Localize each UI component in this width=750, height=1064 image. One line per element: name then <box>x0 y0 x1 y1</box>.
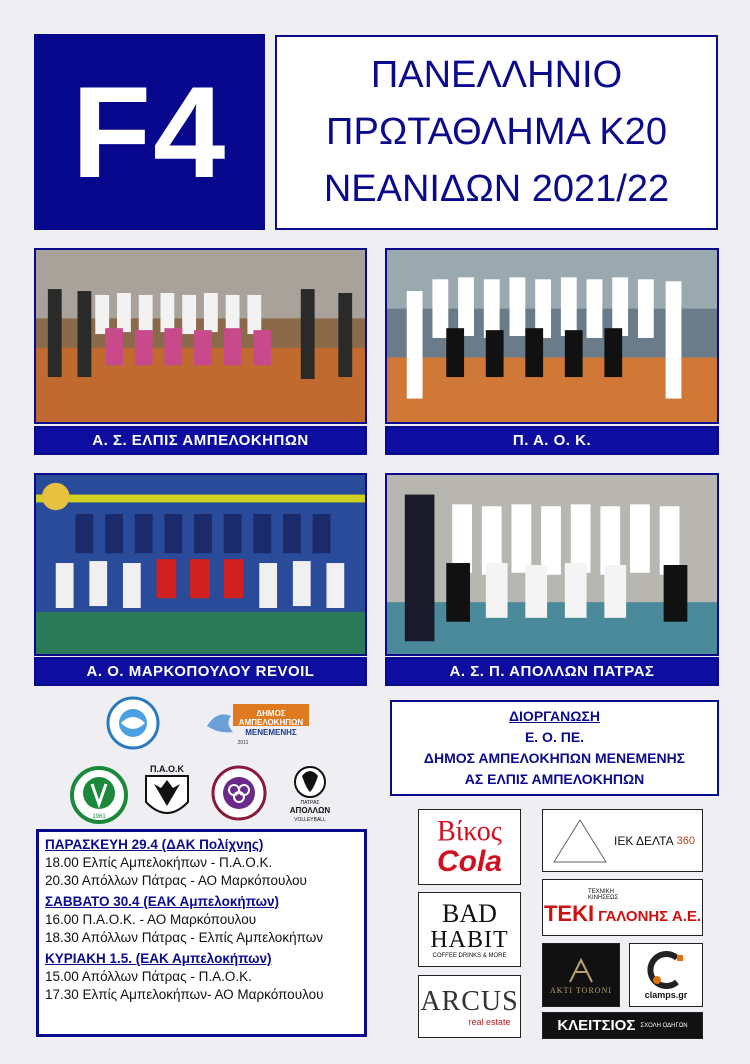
title-line-2: ΠΡΩΤΑΘΛΗΜΑ Κ20 <box>326 111 667 153</box>
sponsor-text: ΙΕΚ ΔΕΛΤΑ <box>614 833 674 848</box>
sponsor-text: Cola <box>436 845 502 878</box>
organizer-line: ΔΗΜΟΣ ΑΜΠΕΛΟΚΗΠΩΝ ΜΕΝΕΜΕΝΗΣ <box>423 750 686 766</box>
sponsor-teki <box>542 879 703 936</box>
schedule-match: 17.30 Ελπίς Αμπελοκήπων- ΑΟ Μαρκόπουλου <box>45 987 324 1002</box>
akti-emblem-icon <box>566 956 596 986</box>
svg-text:ΑΠΟΛΛΩΝ: ΑΠΟΛΛΩΝ <box>289 806 331 815</box>
sponsor-text: HABIT <box>430 926 509 953</box>
schedule-match: 18.00 Ελπίς Αμπελοκήπων - Π.Α.Ο.Κ. <box>45 855 273 870</box>
sponsor-akti <box>542 943 620 1007</box>
sponsor-vikos <box>418 809 521 885</box>
team-name: Α. Ο. ΜΑΡΚΟΠΟΥΛΟΥ REVOIL <box>86 663 315 680</box>
sponsor-text: ARCUS <box>420 985 519 1017</box>
sponsor-text: AKTI TORONI <box>549 985 613 995</box>
sponsor-text: COFFEE DRINKS & MORE <box>432 952 507 959</box>
sponsor-text: ΚΛΕΙΤΣΙΟΣ <box>557 1017 636 1034</box>
organizer-line: ΑΣ ΕΛΠΙΣ ΑΜΠΕΛΟΚΗΠΩΝ <box>464 771 645 787</box>
sponsor-arcus <box>418 975 521 1038</box>
schedule-day: ΚΥΡΙΑΚΗ 1.5. (ΕΑΚ Αμπελοκήπων) <box>45 951 272 966</box>
team-name: Α. Σ. ΕΛΠΙΣ ΑΜΠΕΛΟΚΗΠΩΝ <box>92 432 309 449</box>
elpis-logo <box>70 766 128 824</box>
schedule-match: 20.30 Απόλλων Πάτρας - ΑΟ Μαρκόπουλου <box>45 873 307 888</box>
sponsor-text: ΚΙΝΗΣΕΩΣ <box>587 894 619 901</box>
organizers-heading: ΔΙΟΡΓΑΝΩΣΗ <box>508 708 601 724</box>
team-photo-paok <box>385 248 719 424</box>
svg-text:ΔΗΜΟΣ: ΔΗΜΟΣ <box>256 709 286 718</box>
sponsor-kleitsios <box>542 1012 703 1039</box>
schedule-day: ΣΑΒΒΑΤΟ 30.4 (ΕΑΚ Αμπελοκήπων) <box>45 894 279 909</box>
svg-text:1961: 1961 <box>92 814 106 820</box>
sponsor-text: clamps.gr <box>644 990 688 1000</box>
team-name: Π. Α. Ο. Κ. <box>512 432 592 449</box>
schedule-match: 18.30 Απόλλων Πάτρας - Ελπίς Αμπελοκήπων <box>45 930 323 945</box>
clamp-icon <box>643 950 689 990</box>
organizer-line: Ε. Ο. ΠΕ. <box>524 729 585 745</box>
svg-text:ΜΕΝΕΜΕΝΗΣ: ΜΕΝΕΜΕΝΗΣ <box>245 728 297 737</box>
sponsor-text: BAD <box>442 898 497 928</box>
f4-badge: F4 <box>34 34 265 230</box>
svg-text:ΠΑΤΡΑΣ: ΠΑΤΡΑΣ <box>300 800 320 806</box>
organizers-box <box>390 700 719 796</box>
title-line-1: ΠΑΝΕΛΛΗΝΙΟ <box>370 54 623 96</box>
schedule-day: ΠΑΡΑΣΚΕΥΗ 29.4 (ΔΑΚ Πολίχνης) <box>45 837 264 852</box>
team-photo-elpis <box>34 248 367 424</box>
sponsor-text: Βίκος <box>437 816 502 847</box>
team-photo-markopoulo <box>34 473 367 656</box>
sponsor-text: ΤΕΧΝΙΚΗ <box>587 888 614 895</box>
svg-text:2011: 2011 <box>237 740 249 746</box>
sponsor-text: real estate <box>468 1016 511 1027</box>
match-schedule <box>36 829 367 1037</box>
sponsor-text: 360 <box>676 834 695 847</box>
event-title <box>275 35 718 230</box>
title-line-3: ΝΕΑΝΙΔΩΝ 2021/22 <box>323 168 670 210</box>
team-photo-apollon <box>385 473 719 656</box>
municipality-logo <box>203 696 313 746</box>
team-banner-markopoulo <box>34 657 367 686</box>
svg-text:VOLLEYBALL: VOLLEYBALL <box>294 817 326 823</box>
sponsor-text: ΓΑΛΟΝΗΣ Α.Ε. <box>598 907 702 925</box>
triangle-icon <box>550 816 610 866</box>
federation-logo <box>106 696 160 750</box>
svg-text:Π.Α.Ο.Κ: Π.Α.Ο.Κ <box>149 764 185 774</box>
sponsor-text: ΤΕΚΙ <box>543 900 595 926</box>
schedule-match: 16.00 Π.Α.Ο.Κ. - ΑΟ Μαρκόπουλου <box>45 912 257 927</box>
sponsor-clamps <box>629 943 703 1007</box>
markopoulo-logo <box>210 762 268 824</box>
team-name: Α. Σ. Π. ΑΠΟΛΛΩΝ ΠΑΤΡΑΣ <box>449 663 655 680</box>
sponsor-badhabit <box>418 892 521 967</box>
schedule-match: 15.00 Απόλλων Πάτρας - Π.Α.Ο.Κ. <box>45 969 252 984</box>
apollon-logo <box>284 762 336 824</box>
paok-logo <box>142 762 192 824</box>
team-banner-apollon <box>385 657 719 686</box>
sponsor-iek <box>542 809 703 872</box>
sponsor-text: ΣΧΟΛΗ ΟΔΗΓΩΝ <box>640 1022 688 1029</box>
team-banner-paok <box>385 426 719 455</box>
svg-text:ΑΜΠΕΛΟΚΗΠΩΝ: ΑΜΠΕΛΟΚΗΠΩΝ <box>238 718 304 727</box>
team-banner-elpis <box>34 426 367 455</box>
